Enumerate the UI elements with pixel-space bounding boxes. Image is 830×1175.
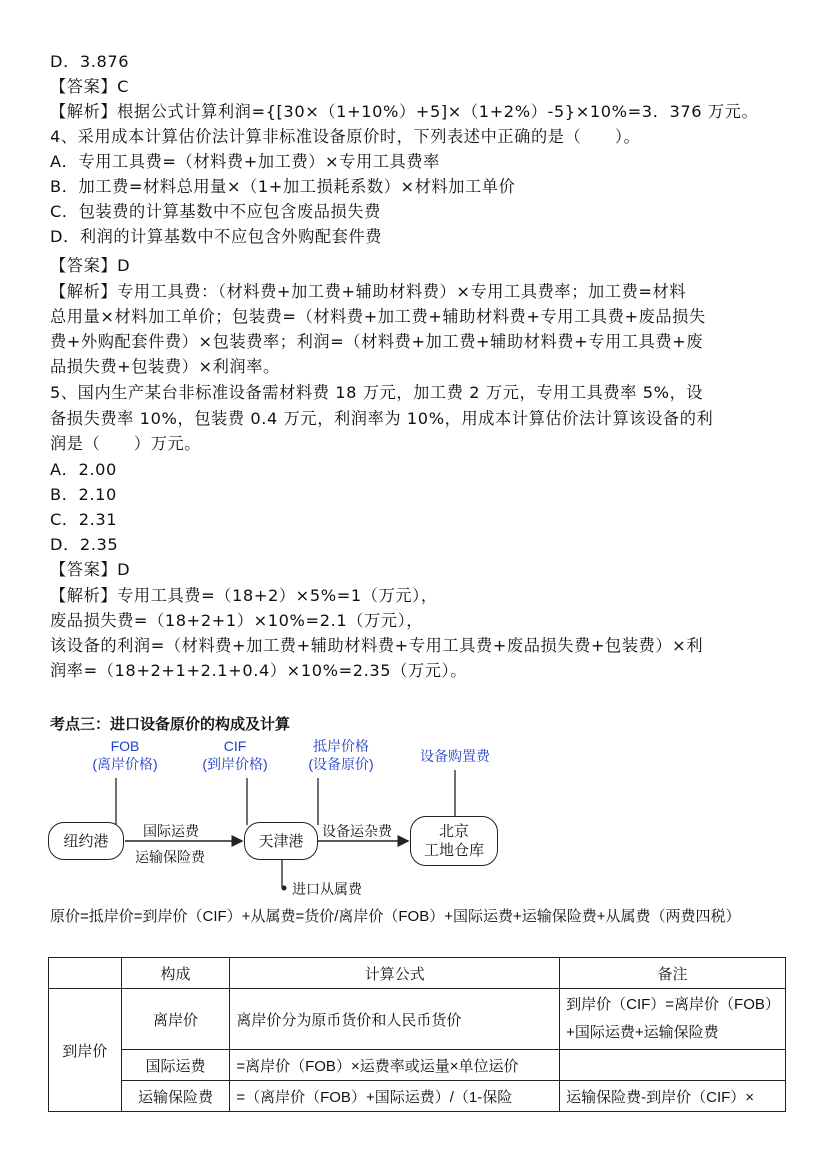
beijing-line1: 北京: [438, 823, 469, 840]
option-b: B．2.10: [50, 485, 117, 504]
cost-table: [48, 957, 786, 1112]
node-tianjin: 天津港: [244, 822, 318, 860]
edge-intl-freight: 国际运费: [143, 823, 199, 839]
fob-subtext: (离岸价格): [92, 756, 158, 772]
option-a: A．专用工具费=（材料费+加工费）×专用工具费率: [50, 152, 440, 171]
table-row: [49, 1081, 786, 1112]
dutiable-subtext: (设备原价): [308, 756, 374, 772]
question-5: 备损失费率 10%，包装费 0.4 万元，利润率为 10%，用成本计算估价法计算该设备的利: [50, 409, 714, 428]
analysis-line: 废品损失费=（18+2+1）×10%=2.1（万元），: [50, 611, 424, 630]
option-c: C．2.31: [50, 510, 118, 529]
analysis-line: 总用量×材料加工单价；包装费=（材料费+加工费+辅助材料费+专用工具费+废品损失: [50, 307, 706, 326]
analysis-line: 【解析】专用工具费：（材料费+加工费+辅助材料费）×专用工具费率；加工费=材料: [50, 282, 687, 301]
text-line: D．3.876: [50, 52, 130, 71]
question-4: 4、采用成本计算估价法计算非标准设备原价时，下列表述中正确的是（ ）。: [50, 127, 641, 146]
cif-text: CIF: [223, 738, 247, 754]
row-formula: =离岸价（FOB）×运费率或运量×单位运价: [230, 1050, 560, 1081]
note-line: +国际运费+运输保险费: [566, 1024, 719, 1041]
table-row: [49, 989, 786, 1050]
import-fees-label: 进口从属费: [292, 881, 362, 897]
option-d: D．利润的计算基数中不应包含外购配套件费: [50, 227, 383, 246]
row-formula: =（离岸价（FOB）+国际运费）/（1-保险: [230, 1081, 560, 1112]
question-5: 5、国内生产某台非标准设备需材料费 18 万元，加工费 2 万元，专用工具费率 5%，设: [50, 383, 704, 402]
analysis-line: 【解析】专用工具费=（18+2）×5%=1（万元），: [50, 586, 438, 605]
analysis-line: 该设备的利润=（材料费+加工费+辅助材料费+专用工具费+废品损失费+包装费）×利: [50, 636, 704, 655]
table-row: [49, 1050, 786, 1081]
option-b: B．加工费=材料总用量×（1+加工损耗系数）×材料加工单价: [50, 177, 516, 196]
node-beijing: [410, 816, 498, 866]
edge-domestic: 设备运杂费: [322, 823, 392, 839]
header-composition: 构成: [121, 958, 230, 989]
row-formula: 离岸价分为原币货价和人民币货价: [230, 989, 560, 1050]
price-formula: 原价=抵岸价=到岸价（CIF）+从属费=货价/离岸价（FOB）+国际运费+运输保险费+从属费（两费四税）: [50, 908, 741, 925]
row-note: [560, 989, 786, 1050]
fob-label: [80, 737, 170, 773]
question-5: 润是（ ）万元。: [50, 434, 202, 453]
row-item: 运输保险费: [121, 1081, 230, 1112]
analysis-line: 费+外购配套件费）×包装费率；利润=（材料费+加工费+辅助材料费+专用工具费+废: [50, 332, 704, 351]
option-d: D．2.35: [50, 535, 119, 554]
row-item: 离岸价: [121, 989, 230, 1050]
header-note: 备注: [560, 958, 786, 989]
answer-line: 【答案】D: [50, 256, 131, 275]
cif-label: [190, 737, 280, 773]
dutiable-label: [296, 737, 386, 773]
answer-line: 【答案】D: [50, 560, 131, 579]
table-header-row: [49, 958, 786, 989]
analysis-line: 【解析】根据公式计算利润={[30×（1+10%）+5]×（1+2%）-5}×10%=3．376 万元。: [50, 102, 759, 121]
purchase-label: 设备购置费: [420, 748, 490, 764]
edge-insurance: 运输保险费: [135, 849, 205, 865]
analysis-line: 润率=（18+2+1+2.1+0.4）×10%=2.35（万元）。: [50, 661, 468, 680]
header-formula: 计算公式: [230, 958, 560, 989]
beijing-line2: 工地仓库: [423, 842, 484, 859]
row-note: 运输保险费-到岸价（CIF）×: [560, 1081, 786, 1112]
cif-subtext: (到岸价格): [202, 756, 268, 772]
fob-text: FOB: [110, 738, 140, 754]
dutiable-text: 抵岸价格: [313, 738, 369, 754]
header-blank: [49, 958, 122, 989]
answer-line: 【答案】C: [50, 77, 130, 96]
option-c: C．包装费的计算基数中不应包含废品损失费: [50, 202, 381, 221]
section-heading: 考点三：进口设备原价的构成及计算: [50, 716, 291, 733]
note-line: 到岸价（CIF）=离岸价（FOB）: [566, 996, 780, 1013]
row-note: [560, 1050, 786, 1081]
import-fee-dot: [282, 886, 287, 891]
option-a: A．2.00: [50, 460, 117, 479]
group-label: 到岸价: [49, 989, 122, 1112]
row-item: 国际运费: [121, 1050, 230, 1081]
analysis-line: 品损失费+包装费）×利润率。: [50, 357, 280, 376]
node-newyork: 纽约港: [48, 822, 124, 860]
